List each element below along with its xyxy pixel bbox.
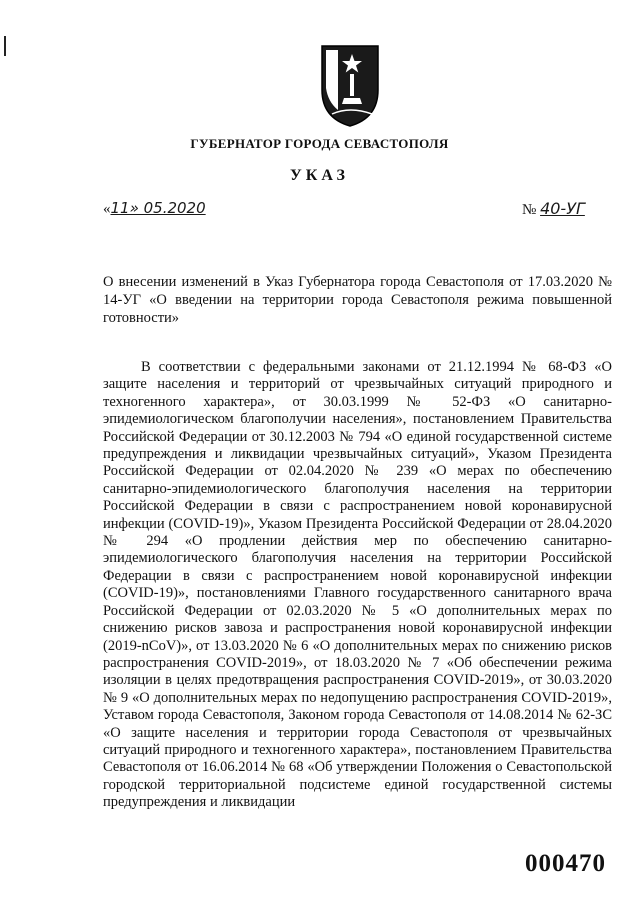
document-body (103, 359, 612, 812)
document-subject (103, 273, 612, 327)
number-prefix: № (522, 202, 537, 218)
document-issuer: ГУБЕРНАТОР ГОРОДА СЕВАСТОПОЛЯ (190, 136, 449, 151)
body-paragraph: В соответствии с федеральными законами от 21.12.1994 № 68-ФЗ «О защите населения и территорий от чрезвычайных ситуаций природного и техногенного характера», от 30.03.1999 № 52-ФЗ «О санитарно-эпидемиологическом благополучии населения», постановлением Правительства Российской Федерации от 30.12.2003 № 794 «О единой государственной системе предупреждения и ликвидации чрезвычайных ситуаций», Указом Президента Российской Федерации от 02.04.2020 № 239 «О мерах по обеспечению санитарно-эпидемиологического благополучия населения на территории Российской Федерации в связи с распространением новой коронавирусной инфекции (COVID-19)», Указом Президента Российской Федерации от 28.04.2020 № 294 «О продлении действия мер по обеспечению санитарно-эпидемиологического благополучия населения на территории Российской Федерации в связи с распространением новой коронавирусной инфекции (COVID-19)», постановлениями Главного государственного санитарного врача Российской Федерации от 02.03.2020 № 5 «О дополнительных мерах по снижению рисков завоза и распространения новой коронавирусной инфекции (2019-nCoV)», от 13.03.2020 № 6 «О дополнительных мерах по снижению рисков распространения COVID-2019», от 18.03.2020 № 7 «Об обеспечении режима изоляции в целях предотвращения распространения COVID-2019», от 30.03.2020 № 9 «О дополнительных мерах по недопущению распространения COVID-2019», Уставом города Севастополя, Законом города Севастополя от 14.08.2014 № 62-ЗС «О защите населения и территории города Севастополя от чрезвычайных ситуаций природного и техногенного характера», постановлением Правительства Севастополя от 16.06.2014 № 68 «Об утверждении Положения о Севастопольской городской территориальной подсистеме единой государственной системы предупреждения и ликвидации (103, 359, 612, 811)
subject-text: О внесении изменений в Указ Губернатора города Севастополя от 17.03.2020 № 14-УГ «О введении на территории города Севастополя режима повышенной готовности» (103, 274, 612, 326)
sevastopol-coat-of-arms-icon (318, 40, 382, 128)
document-date (103, 199, 206, 218)
handwritten-date: 11» 05.2020 (110, 199, 206, 217)
date-prefix: « (103, 201, 111, 217)
handwritten-number: 40-УГ (540, 199, 585, 218)
serial-number: 000470 (525, 850, 606, 877)
scan-artifact (4, 36, 6, 56)
document-type: УКАЗ (290, 167, 349, 184)
document-number (522, 199, 585, 219)
